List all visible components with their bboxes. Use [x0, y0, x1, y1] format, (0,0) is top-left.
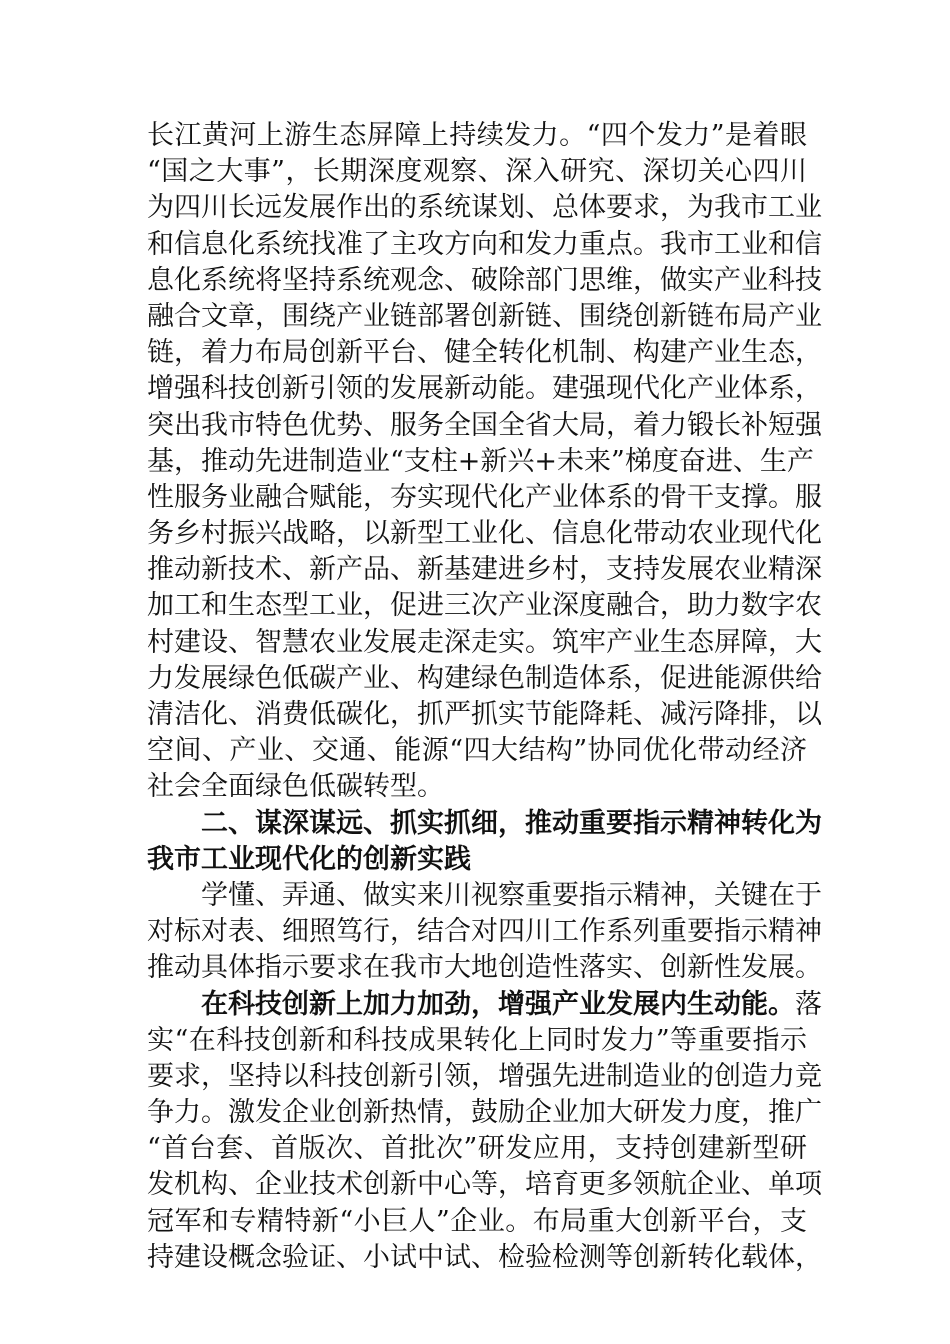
text-line: 长江黄河上游生态屏障上持续发力。“四个发力”是着眼 [147, 120, 807, 151]
text-line: 社会全面绿色低碳转型。 [147, 771, 444, 803]
text-line: “首台套、首版次、首批次”研发应用，支持创建新型研 [147, 1133, 807, 1165]
text-line: 突出我市特色优势、服务全国全省大局，着力锻长补短强 [147, 409, 822, 441]
text-line: 实“在科技创新和科技成果转化上同时发力”等重要指示 [147, 1024, 807, 1056]
text-line: 推动具体指示要求在我市大地创造性落实、创新性发展。 [147, 952, 822, 984]
heading-line: 二、谋深谋远、抓实抓细，推动重要指示精神转化为 [201, 807, 822, 839]
text-line: 村建设、智慧农业发展走深走实。筑牢产业生态屏障，大 [147, 626, 822, 658]
section-heading-2 [147, 806, 822, 878]
paragraph-intro [147, 878, 822, 987]
paragraph-ecology [147, 118, 822, 806]
text-line: 持建设概念验证、小试中试、检验检测等创新转化载体， [147, 1241, 822, 1273]
text-line: 性服务业融合赋能，夯实现代化产业体系的骨干支撑。服 [147, 481, 822, 513]
text-line-lead [147, 987, 822, 1023]
text-line: 为四川长远发展作出的系统谋划、总体要求，为我市工业 [147, 192, 822, 224]
text-line: 力发展绿色低碳产业、构建绿色制造体系，促进能源供给 [147, 662, 822, 694]
text-line: 务乡村振兴战略，以新型工业化、信息化带动农业现代化 [147, 518, 822, 550]
text-line: 加工和生态型工业，促进三次产业深度融合，助力数字农 [147, 590, 822, 622]
document-body [147, 118, 822, 1276]
text-line: 融合文章，围绕产业链部署创新链、围绕创新链布局产业 [147, 300, 822, 332]
text-line: 对标对表、细照笃行，结合对四川工作系列重要指示精神 [147, 916, 822, 948]
lead-tail: 落 [795, 988, 822, 1020]
text-line: 链，着力布局创新平台、健全转化机制、构建产业生态， [147, 337, 822, 369]
text-line: 息化系统将坚持系统观念、破除部门思维，做实产业科技 [147, 264, 822, 296]
text-line: 空间、产业、交通、能源“四大结构”协同优化带动经济 [147, 735, 807, 767]
paragraph-tech-innovation [147, 987, 822, 1277]
text-line: “国之大事”，长期深度观察、深入研究、深切关心四川 [147, 156, 807, 188]
text-line: 发机构、企业技术创新中心等，培育更多领航企业、单项 [147, 1169, 822, 1201]
text-line: 争力。激发企业创新热情，鼓励企业加大研发力度，推广 [147, 1097, 822, 1129]
text-line: 要求，坚持以科技创新引领，增强先进制造业的创造力竞 [147, 1060, 822, 1092]
text-line: 基，推动先进制造业“支柱+新兴+未来”梯度奋进、生产 [147, 445, 814, 477]
text-line: 清洁化、消费低碳化，抓严抓实节能降耗、减污降排，以 [147, 699, 822, 730]
text-line: 增强科技创新引领的发展新动能。建强现代化产业体系， [147, 373, 822, 405]
lead-sentence: 在科技创新上加力加劲，增强产业发展内生动能。 [201, 988, 795, 1020]
text-line: 推动新技术、新产品、新基建进乡村，支持发展农业精深 [147, 554, 822, 586]
text-line: 冠军和专精特新“小巨人”企业。布局重大创新平台，支 [147, 1205, 807, 1237]
text-line: 学懂、弄通、做实来川视察重要指示精神，关键在于 [201, 879, 822, 911]
text-line: 和信息化系统找准了主攻方向和发力重点。我市工业和信 [147, 228, 822, 260]
heading-line: 我市工业现代化的创新实践 [147, 843, 471, 875]
